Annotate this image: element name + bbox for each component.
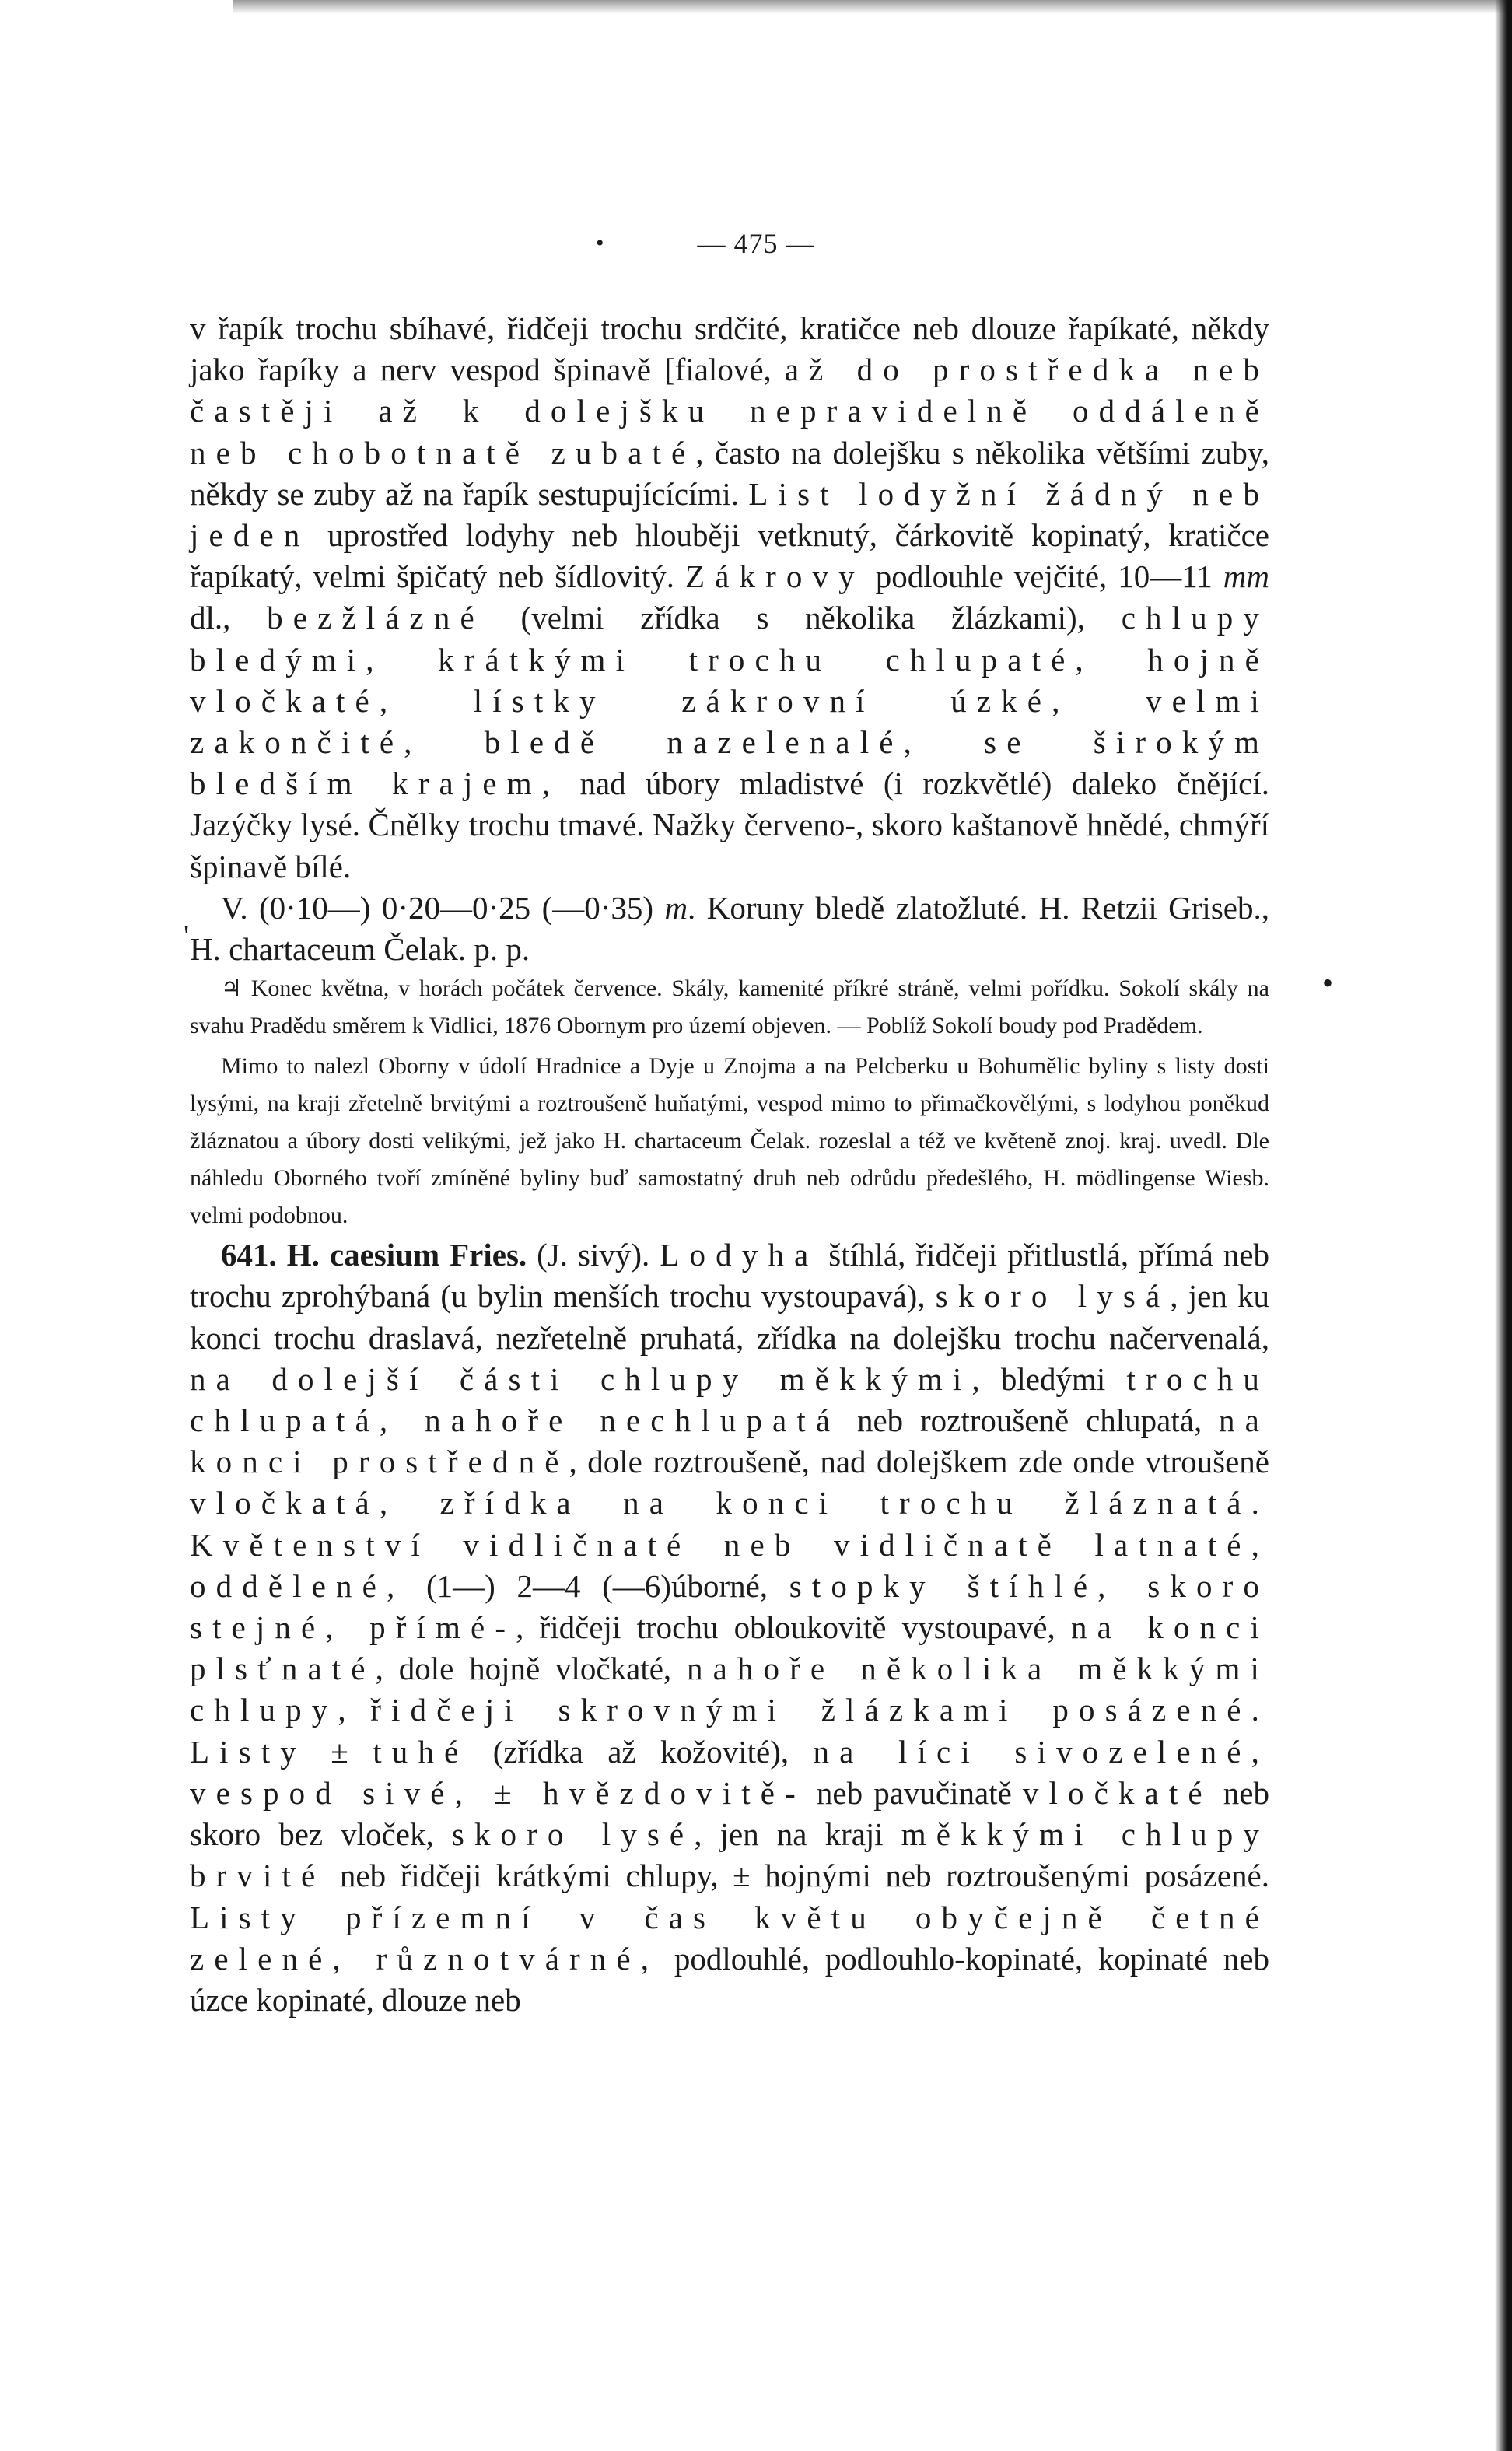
page-number: — 475 —: [697, 228, 815, 259]
unit-text: mm: [1223, 558, 1269, 595]
text-run: . Koruny bledě zlatožluté. H. Retzii Griseb., H. chartaceum Čelak. p. p.: [190, 889, 1269, 968]
spaced-text: bezžlázné: [267, 600, 485, 636]
text-run: , jen ku konci trochu draslavá, nezřetelně pruhatá, zřídka na dolejšku trochu načervenalá,: [190, 1278, 1270, 1356]
spaced-text: vločkatá, zřídka na konci trochu žláznatá. Květenství vidličnaté neb vidličnatě latnaté, oddělené,: [190, 1485, 1269, 1604]
spaced-text: skoro lysá: [935, 1278, 1171, 1315]
text-run: ±: [306, 1733, 373, 1770]
text-run: , řidčeji trochu obloukovitě vystoupavé,: [516, 1609, 1071, 1646]
spaced-text: nahoře několika měkkými chlupy: [190, 1651, 1269, 1728]
text-run: , jen na kraji: [694, 1816, 901, 1853]
text-run: podlouhle vejčité, 10—11: [864, 558, 1223, 595]
text-run: uprostřed lodyhy neb hlouběji vetknutý, čárkovitě kopinatý, kratičce řapíkatý, velmi špičatý neb šídlovitý.: [190, 517, 1269, 595]
paragraph-species-entry: [190, 1234, 1269, 2021]
spaced-text: na líci sivozelené, vespod sivé, ± hvězdovitě-: [190, 1733, 1269, 1811]
spaced-text: tuhé: [373, 1733, 469, 1770]
spaced-text: Lodyha: [660, 1237, 819, 1273]
spaced-text: Listy přízemní v čas květu obyčejně četné zelené, různotvárné,: [190, 1899, 1269, 1977]
page-dot: •: [596, 230, 604, 256]
text-run: podlouhlé, podlouhlo-kopinaté, kopinaté neb úzce kopinaté, dlouze neb: [190, 1940, 1270, 2018]
spaced-text: na konci prostředně: [190, 1402, 1269, 1480]
spaced-text: až do prostředka neb častěji až k dolejšku nepravidelně oddáleně neb chobotnatě zubaté: [190, 352, 1270, 471]
text-run: , dole roztroušeně, nad dolejškem zde onde vtroušeně: [569, 1444, 1269, 1480]
text-run: , často na dolejšku s několika většími zuby, někdy se zuby až na řapík sestupujícícími.: [190, 434, 1269, 512]
spaced-text: měkkými chlupy brvité: [190, 1816, 1270, 1894]
text-run: , bledými: [971, 1360, 1127, 1397]
spaced-text: List lodyžní žádný neb jeden: [190, 475, 1269, 554]
text-run: ,: [338, 1692, 371, 1728]
text-run: (velmi zřídka s několika žlázkami),: [484, 600, 1122, 636]
text-run: dl.,: [190, 600, 268, 636]
spaced-text: Zákrovy: [685, 558, 865, 595]
spaced-text: na konci plsťnaté: [190, 1609, 1269, 1687]
text-run: neb skoro bez vloček,: [190, 1774, 1269, 1853]
spaced-text: chlupy bledými, krátkými trochu chlupaté, hojně vločkaté, lístky zákrovní úzké, velmi zakončité, bledě nazelenalé, se širokým bledším krajem,: [190, 600, 1269, 802]
unit-text: m: [664, 889, 688, 926]
text-run: , dole hojně vločkaté,: [375, 1651, 687, 1687]
text-run: V. (0·10—) 0·20—0·25 (—0·35): [221, 889, 665, 926]
text-run: štíhlá, řidčeji přitlustlá, přímá neb trochu zprohýbaná (u bylin menších trochu vystoupavá),: [190, 1237, 1269, 1315]
spaced-text: řidčeji skrovnými žlázkami posázené. Listy: [190, 1692, 1269, 1770]
paragraph-flowering: [190, 888, 1269, 970]
text-run: neb pavučinatě: [805, 1774, 1023, 1811]
margin-mark: •: [1322, 965, 1334, 1000]
spaced-text: na dolejší části chlupy měkkými: [190, 1360, 972, 1397]
text-column: [190, 308, 1269, 2021]
spaced-text: skoro lysé: [451, 1816, 695, 1853]
text-run: (1—) 2—4 (—6)úborné,: [404, 1567, 789, 1604]
text-run: v řapík trochu sbíhavé, řidčeji trochu srdčité, kratičce neb dlouze řapíkaté, někdy jako řapíky a nerv vespod špinavě [fialové,: [190, 310, 1269, 388]
vernacular-name: (J. sivý).: [527, 1237, 660, 1273]
paragraph-locality: ♃ Konec května, v horách počátek července. Skály, kamenité příkré stráně, velmi pořídku. Sokolí skály na svahu Pradědu směrem k Vidlici, 1876 Obornym pro území objeven. — Poblíž Sokolí boudy pod Pradědem.: [190, 975, 1269, 1039]
text-run: neb roztroušeně chlupatá,: [840, 1402, 1220, 1439]
text-run: (zřídka až kožovité),: [468, 1733, 814, 1770]
text-run: neb řidčeji krátkými chlupy, ± hojnými neb roztroušenými posázené.: [325, 1858, 1269, 1894]
paragraph-note: Mimo to nalezl Oborny v údolí Hradnice a Dyje u Znojma a na Pelcberku u Bohumělic byliny s listy dosti lysými, na kraji zřetelně brvitými a roztroušeně huňatými, vespod mimo to přimačkovělými, s lodyhou poněkud žláznatou a úbory dosti velikými, jež jako H. chartaceum Čelak. rozeslal a též ve květeně znoj. kraj. uvedl. Dle náhledu Oborného tvoří zmíněné byliny buď samostatný druh neb odrůdu předešlého, H. mödlingense Wiesb. velmi podobnou.: [190, 1053, 1269, 1229]
paragraph-description: [190, 308, 1269, 888]
spaced-text: vločkaté: [1022, 1774, 1213, 1811]
margin-tick: ': [184, 919, 190, 954]
text-run: nad úbory mladistvé (i rozkvětlé) daleko čnějící. Jazýčky lysé. Čnělky trochu tmavé. Nažky červeno-, skoro kaštanově hnědé, chmýří špinavě bílé.: [190, 765, 1270, 884]
spaced-text: trochu chlupatá, nahoře nechlupatá: [190, 1360, 1270, 1439]
spaced-text: stopky štíhlé, skoro stejné, přímé-: [190, 1567, 1270, 1646]
species-heading: 641. H. caesium Fries.: [221, 1237, 527, 1273]
